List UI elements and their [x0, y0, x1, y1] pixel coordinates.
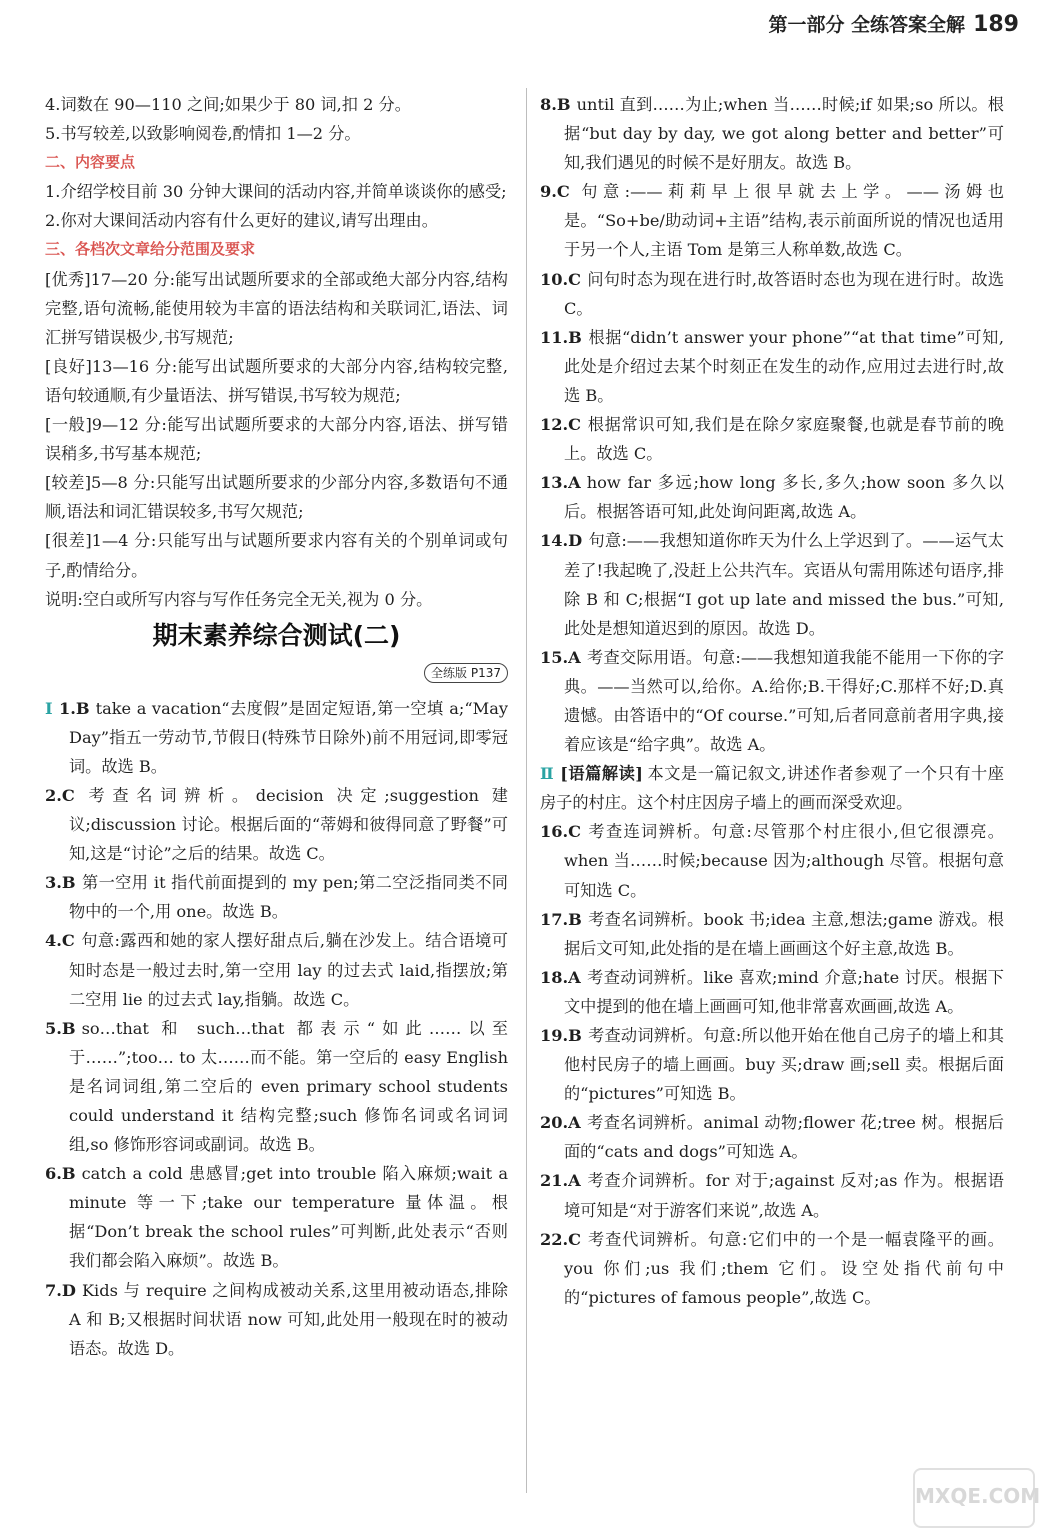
passage-label: [语篇解读] [560, 764, 643, 784]
answer-item [45, 781, 508, 868]
scoring-rule: 5.书写较差,以致影响阅卷,酌情扣 1—2 分。 [45, 124, 361, 144]
page-header [768, 10, 1019, 37]
answer-number: 5.B [45, 1018, 76, 1038]
answer-item [45, 868, 508, 926]
answer-text: 考查动词辨析。句意:所以他开始在他自己房子的墙上和其他村民房子的墙上画画。buy 买;draw 画;sell 卖。根据后面的“pictures”可知选 B。 [564, 1026, 1004, 1104]
answer-item [540, 963, 1004, 1021]
answer-item [540, 817, 1004, 904]
answer-number: 19.B [540, 1026, 582, 1045]
exam-title: 期末素养综合测试(二) [152, 620, 401, 650]
answer-item [540, 1166, 1004, 1224]
answer-number: 2.C [45, 785, 75, 805]
answer-item [45, 926, 508, 1013]
answer-item [540, 905, 1004, 963]
answer-number: 8.B [540, 95, 571, 114]
answer-item [540, 90, 1004, 177]
answer-item [540, 323, 1004, 410]
answer-item [540, 265, 1004, 323]
content-point: 2.你对大课间活动内容有什么更好的建议,请写出理由。 [45, 211, 438, 231]
answer-number: 6.B [45, 1164, 76, 1184]
grade-rule: [良好]13—16 分:能写出试题所要求的大部分内容,结构较完整,语句较通顺,有少量语法、拼写错误,书写较为规范; [45, 356, 508, 405]
answer-number: 9.C [540, 182, 570, 202]
answer-number: 14.D [540, 531, 583, 551]
answer-text: 考查名词辨析。decision 决定;suggestion 建议;discussion 讨论。根据后面的“蒂姆和彼得同意了野餐”可知,这是“讨论”之后的结果。故选 C。 [69, 785, 508, 864]
content-point: 1.介绍学校目前 30 分钟大课间的活动内容,并简单谈谈你的感受; [45, 182, 507, 202]
answer-text: 考查名词辨析。animal 动物;flower 花;tree 树。根据后面的“cats and dogs”可知选 A。 [564, 1113, 1004, 1162]
answer-text: 考查代词辨析。句意:它们中的一个是一幅袁隆平的画。you 你们;us 我们;them 它们。设空处指代前句中的“pictures of famous people”,故选 C。 [564, 1229, 1004, 1307]
answer-item [45, 1014, 508, 1159]
passage-reading [540, 759, 1004, 817]
answer-item [540, 177, 1004, 264]
answer-text: 考查动词辨析。like 喜欢;mind 介意;hate 讨厌。根据下文中提到的他在墙上画画可知,他非常喜欢画画,故选 A。 [564, 967, 1004, 1016]
answer-number: 21.A [540, 1171, 581, 1191]
answer-item [540, 468, 1004, 526]
answer-number: 17.B [540, 909, 582, 929]
answer-number: 13.A [540, 473, 581, 493]
grade-rule: [较差]5—8 分:只能写出试题所要求的少部分内容,多数语句不通顺,语法和词汇错误较多,书写欠规范; [45, 473, 508, 522]
right-column [540, 90, 1004, 1312]
left-column [45, 90, 508, 1363]
answer-number: 12.C [540, 415, 582, 435]
column-divider [526, 88, 527, 1493]
page-number: 189 [973, 12, 1019, 37]
watermark-logo: MXQE.COM [913, 1468, 1035, 1528]
answer-text: take a vacation“去度假”是固定短语,第一空填 a;“May Day”指五一劳动节,节假日(特殊节日除外)前不用冠词,即零冠词。故选 B。 [69, 698, 508, 776]
answer-number: 16.C [540, 822, 582, 842]
answer-item [540, 643, 1004, 759]
answer-number: 7.D [45, 1280, 76, 1300]
answer-item [45, 694, 508, 781]
answer-text: 句意:——我想知道你昨天为什么上学迟到了。——运气太差了!我起晚了,没赶上公共汽车。宾语从句需用陈述句语序,排除 B 和 C;根据“I got up late and missed the bus.”可知,此处是想知道迟到的原因。故选 D。 [564, 531, 1004, 638]
header-section: 第一部分 全练答案全解 [768, 14, 966, 36]
exam-page-ref: 全练版 P137 [424, 663, 508, 683]
answer-text: catch a cold 患感冒;get into trouble 陷入麻烦;wait a minute 等一下;take our temperature 量体温。根据“Don’t break the school rules”可判断,此处表示“否则我们都会陷入麻烦”。故选 B。 [69, 1164, 508, 1271]
answer-text: so…that 和 such…that 都表示“如此……以至于……”;too… to 太……而不能。第一空后的 easy English 是名词词组,第二空后的 even primary school students could understand it 结构完整;such 修饰名词或名词词组,so 修饰形容词或副词。故选 B。 [69, 1018, 508, 1155]
part-mark: Ⅱ [540, 764, 555, 784]
answer-number: 15.A [540, 647, 581, 667]
section-heading-content: 二、内容要点 [45, 153, 136, 172]
answer-text: 问句时态为现在进行时,故答语时态也为现在进行时。故选 C。 [564, 269, 1004, 318]
answer-item [45, 1276, 508, 1363]
part-mark: Ⅰ [45, 698, 53, 718]
passage-summary: 本文是一篇记叙文,讲述作者参观了一个只有十座房子的村庄。这个村庄因房子墙上的画而深受欢迎。 [540, 764, 1004, 813]
answer-text: how far 多远;how long 多长,多久;how soon 多久以后。根据答语可知,此处询问距离,故选 A。 [564, 473, 1004, 522]
answer-text: 根据常识可知,我们是在除夕家庭聚餐,也就是春节前的晚上。故选 C。 [564, 415, 1004, 464]
answer-number: 18.A [540, 967, 581, 987]
answer-number: 11.B [540, 327, 582, 347]
answer-number: 4.C [45, 931, 75, 951]
section-heading-grades: 三、各档次文章给分范围及要求 [45, 240, 256, 259]
grade-rule: [一般]9—12 分:能写出试题所要求的大部分内容,语法、拼写错误稍多,书写基本规范; [45, 415, 508, 464]
answer-item [45, 1159, 508, 1275]
grade-note: 说明:空白或所写内容与写作任务完全无关,视为 0 分。 [45, 589, 433, 609]
answer-item [540, 1108, 1004, 1166]
answer-text: 考查交际用语。句意:——我想知道我能不能用一下你的字典。——当然可以,给你。A.给你;B.干得好;C.那样不好;D.真遗憾。由答语中的“Of course.”可知,后者同意前者用字典,接着应该是“给字典”。故选 A。 [564, 647, 1004, 755]
answer-text: 第一空用 it 指代前面提到的 my pen;第二空泛指同类不同物中的一个,用 one。故选 B。 [69, 873, 508, 922]
answer-number: 10.C [540, 269, 582, 289]
grade-rule: [优秀]17—20 分:能写出试题所要求的全部或绝大部分内容,结构完整,语句流畅,能使用较为丰富的语法结构和关联词汇,语法、词汇拼写错误极少,书写规范; [45, 269, 508, 347]
answer-text: 考查连词辨析。句意:尽管那个村庄很小,但它很漂亮。when 当……时候;because 因为;although 尽管。根据句意可知选 C。 [564, 822, 1004, 900]
exam-title-block [45, 614, 508, 694]
answer-item [540, 410, 1004, 468]
grade-rule: [很差]1—4 分:只能写出与试题所要求内容有关的个别单词或句子,酌情给分。 [45, 531, 508, 580]
answer-text: 考查名词辨析。book 书;idea 主意,想法;game 游戏。根据后文可知,此处指的是在墙上画画这个好主意,故选 B。 [564, 909, 1004, 958]
answer-text: 句意:——莉莉早上很早就去上学。——汤姆也是。“So+be/助动词+主语”结构,表示前面所说的情况也适用于另一个人,主语 Tom 是第三人称单数,故选 C。 [564, 182, 1004, 260]
answer-item [540, 526, 1004, 642]
scoring-rule: 4.词数在 90—110 之间;如果少于 80 词,扣 2 分。 [45, 95, 411, 114]
answer-number: 20.A [540, 1113, 581, 1133]
answer-number: 22.C [540, 1229, 582, 1249]
answer-item [540, 1225, 1004, 1312]
answer-number: 1.B [59, 698, 90, 718]
answer-text: until 直到……为止;when 当……时候;if 如果;so 所以。根据“but day by day, we got along better and better”可知,我们遇见的时候不是好朋友。故选 B。 [564, 95, 1004, 173]
answer-item [540, 1021, 1004, 1108]
answer-number: 3.B [45, 873, 76, 893]
answer-text: 根据“didn’t answer your phone”“at that time”可知,此处是介绍过去某个时刻正在发生的动作,应用过去进行时,故选 B。 [564, 327, 1004, 405]
answer-text: Kids 与 require 之间构成被动关系,这里用被动语态,排除 A 和 B;又根据时间状语 now 可知,此处用一般现在时的被动语态。故选 D。 [69, 1280, 508, 1358]
answer-text: 句意:露西和她的家人摆好甜点后,躺在沙发上。结合语境可知时态是一般过去时,第一空用 lay 的过去式 laid,指摆放;第二空用 lie 的过去式 lay,指躺。故选 C。 [69, 931, 508, 1009]
answer-text: 考查介词辨析。for 对于;against 反对;as 作为。根据语境可知是“对于游客们来说”,故选 A。 [564, 1171, 1004, 1220]
